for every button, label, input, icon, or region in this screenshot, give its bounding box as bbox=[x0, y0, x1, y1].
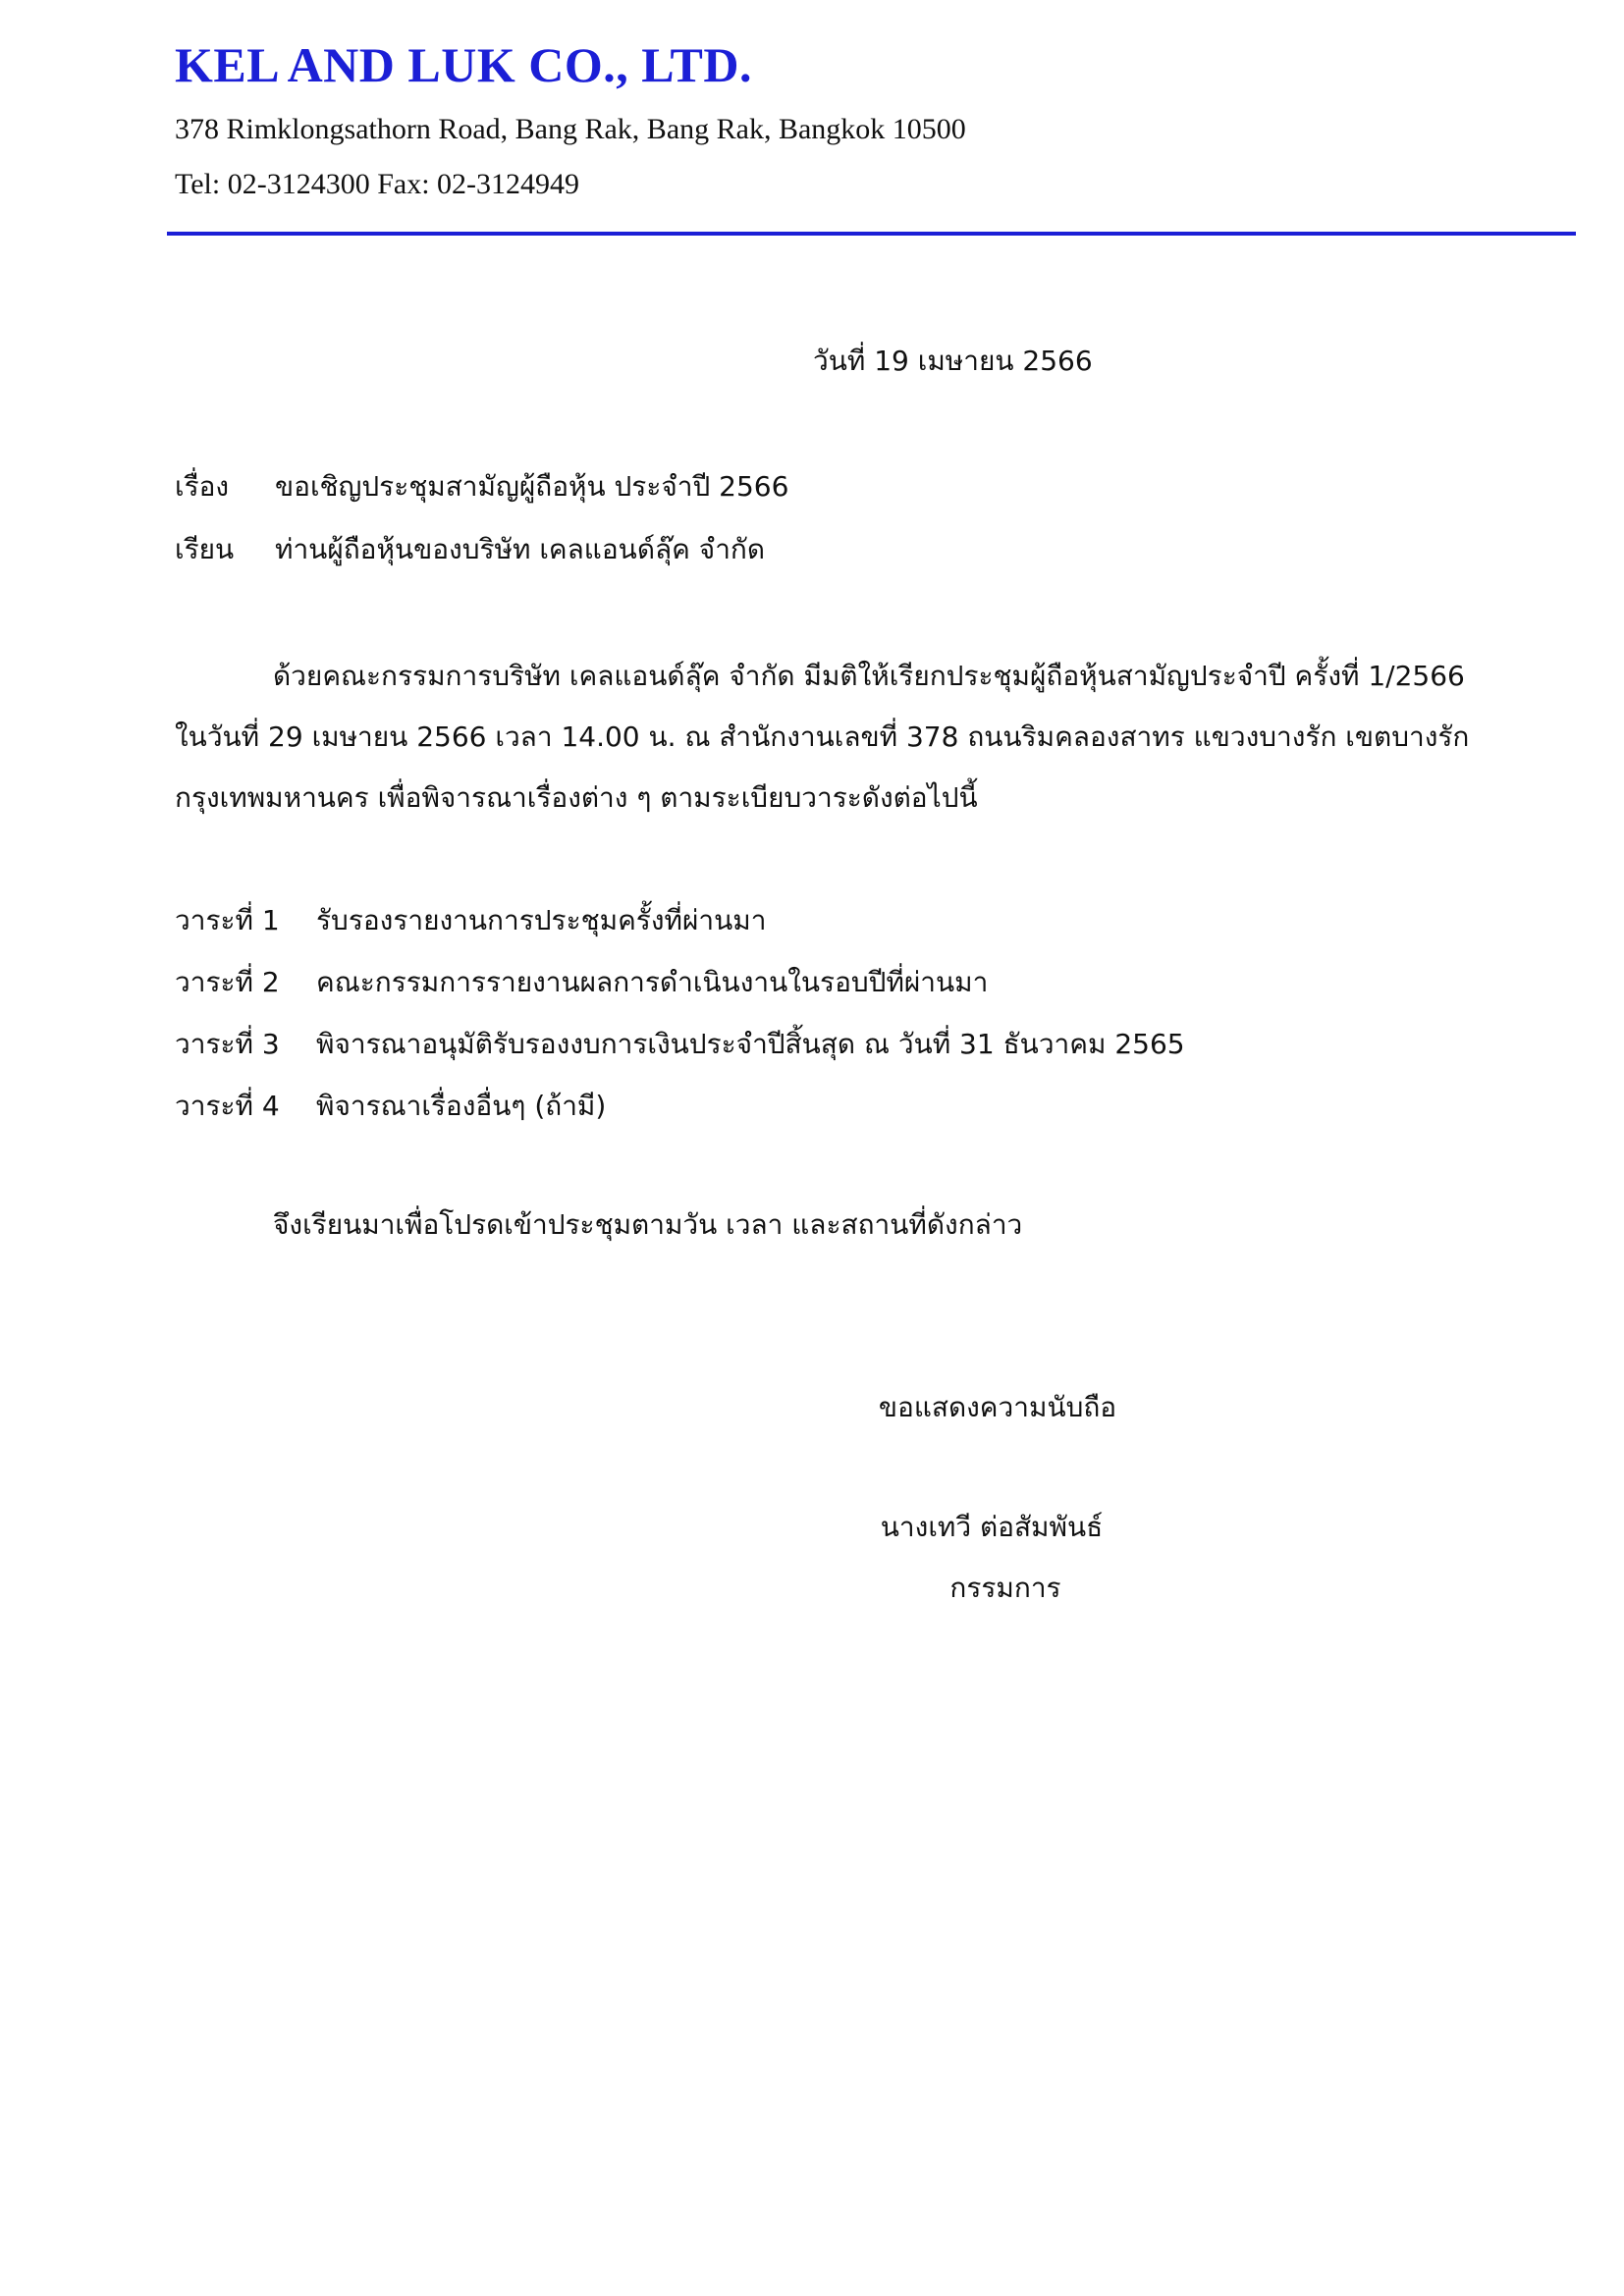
recipient-text: ท่านผู้ถือหุ้นของบริษัท เคลแอนด์ลุ๊ค จำกัด bbox=[275, 533, 766, 565]
agenda-text: พิจารณาอนุมัติรับรองงบการเงินประจำปีสิ้นสุด ณ วันที่ 31 ธันวาคม 2565 bbox=[316, 1027, 1185, 1060]
agenda-text: คณะกรรมการรายงานผลการดำเนินงานในรอบปีที่ผ่านมา bbox=[316, 965, 989, 998]
letterhead bbox=[175, 33, 1579, 204]
agenda-item bbox=[175, 1013, 1185, 1075]
subject-text: ขอเชิญประชุมสามัญผู้ถือหุ้น ประจำปี 2566 bbox=[275, 470, 789, 503]
subject-label: เรื่อง bbox=[175, 470, 230, 503]
subject-row bbox=[175, 465, 788, 508]
company-name: KEL AND LUK CO., LTD. bbox=[175, 37, 752, 92]
body-line: ในวันที่ 29 เมษายน 2566 เวลา 14.00 น. ณ สำนักงานเลขที่ 378 ถนนริมคลองสาทร แขวงบางรัก เขตบางรัก bbox=[175, 721, 1470, 753]
agenda-list bbox=[175, 889, 1185, 1137]
agenda-number: วาระที่ 3 bbox=[175, 1027, 280, 1060]
header-divider bbox=[167, 232, 1576, 236]
agenda-number: วาระที่ 1 bbox=[175, 903, 280, 936]
agenda-text: พิจารณาเรื่องอื่นๆ (ถ้ามี) bbox=[316, 1089, 607, 1122]
body-line: ด้วยคณะกรรมการบริษัท เคลแอนด์ลุ๊ค จำกัด มีมติให้เรียกประชุมผู้ถือหุ้นสามัญประจำปี ครั้งที่ 1/2566 bbox=[273, 660, 1465, 692]
agenda-number: วาระที่ 2 bbox=[175, 965, 280, 998]
company-contact: Tel: 02-3124300 Fax: 02-3124949 bbox=[175, 168, 580, 200]
company-address: 378 Rimklongsathorn Road, Bang Rak, Bang Rak, Bangkok 10500 bbox=[175, 113, 966, 145]
signatory-title: กรรมการ bbox=[949, 1572, 1061, 1604]
agenda-text: รับรองรายงานการประชุมครั้งที่ผ่านมา bbox=[316, 903, 767, 936]
recipient-label: เรียน bbox=[175, 533, 235, 565]
body-line: กรุงเทพมหานคร เพื่อพิจารณาเรื่องต่าง ๆ ตามระเบียบวาระดังต่อไปนี้ bbox=[175, 781, 978, 814]
agenda-item bbox=[175, 889, 1185, 951]
closing-sentence: จึงเรียนมาเพื่อโปรดเข้าประชุมตามวัน เวลา และสถานที่ดังกล่าว bbox=[273, 1208, 1023, 1241]
recipient-row bbox=[175, 528, 765, 571]
agenda-item bbox=[175, 1075, 1185, 1137]
body-paragraph bbox=[175, 646, 1495, 828]
letter-date: วันที่ 19 เมษายน 2566 bbox=[813, 345, 1093, 377]
agenda-number: วาระที่ 4 bbox=[175, 1089, 280, 1122]
closing-regards: ขอแสดงความนับถือ bbox=[878, 1391, 1117, 1423]
agenda-item bbox=[175, 951, 1185, 1013]
signatory-name: นางเทวี ต่อสัมพันธ์ bbox=[880, 1511, 1104, 1543]
